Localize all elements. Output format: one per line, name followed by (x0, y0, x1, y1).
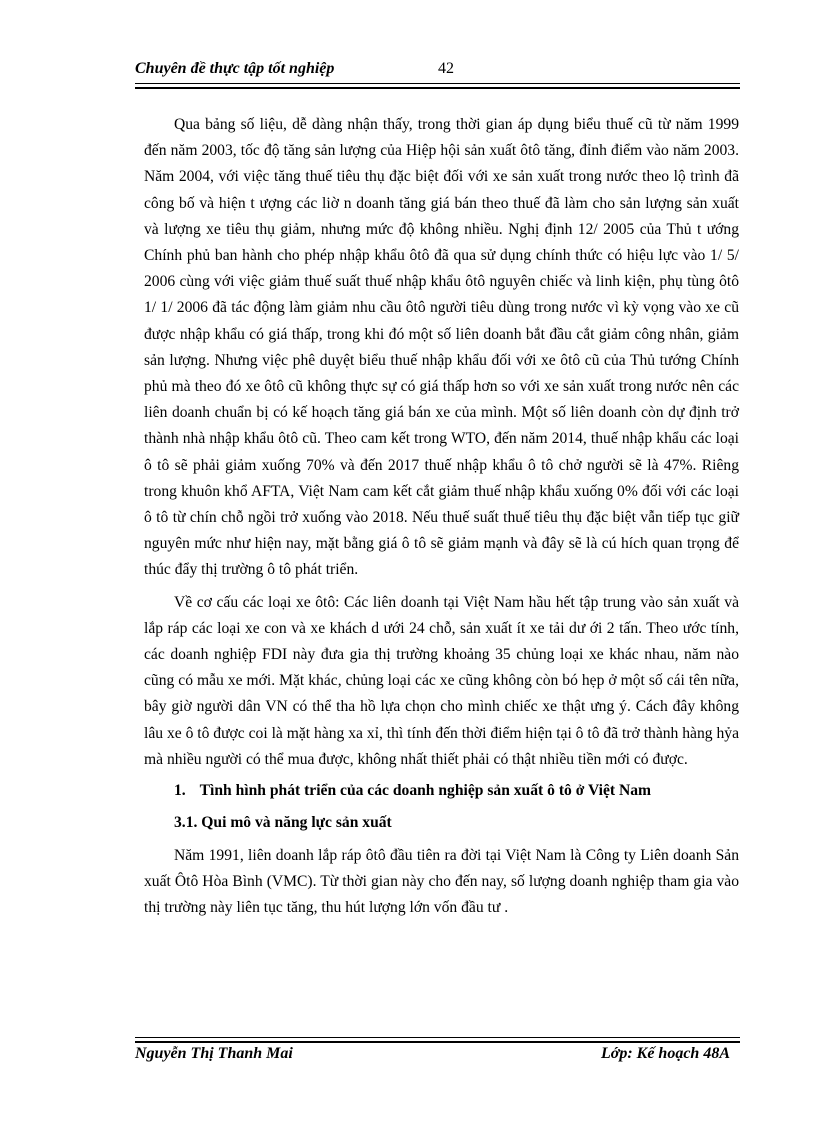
page-header (135, 60, 740, 82)
section-heading-text: Tình hình phát triển của các doanh nghiệp sản xuất ô tô ở Việt Nam (199, 782, 652, 800)
header-rule (135, 83, 740, 89)
footer-author: Nguyễn Thị Thanh Mai (135, 1045, 293, 1062)
footer-rule (135, 1037, 740, 1043)
page-number: 42 (438, 60, 454, 77)
paragraph: Về cơ cấu các loại xe ôtô: Các liên doanh tại Việt Nam hầu hết tập trung vào sản xuất và lắp ráp các loại xe con và xe khách d ưới 24 chỗ, sản xuất ít xe tải dư ới 2 tấn. Theo ước tính, các doanh nghiệp FDI này đưa gia thị trường khoảng 35 chủng loại xe khác nhau, năm nào cũng có mẫu xe mới. Mặt khác, chủng loại các xe cũng không còn bó hẹp ở một số cái tên nữa, bây giờ người dân VN có thể tha hồ lựa chọn cho mình chiếc xe thật ưng ý. Cách đây không lâu xe ô tô được coi là mặt hàng xa xỉ, thì tính đến thời điểm hiện tại ô tô đã trở thành hàng hỷa mà nhiều người có thể mua được, không nhất thiết phải có thật nhiều tiền mới có được. (144, 593, 739, 768)
footer-class: Lớp: Kế hoạch 48A (600, 1045, 730, 1062)
section-heading (174, 779, 739, 803)
document-body (144, 112, 739, 928)
header-title: Chuyên đề thực tập tốt nghiệp (135, 60, 335, 77)
page-footer (135, 1045, 740, 1067)
paragraph: Năm 1991, liên doanh lắp ráp ôtô đầu tiên ra đời tại Việt Nam là Công ty Liên doanh Sản xuất Ôtô Hòa Bình (VMC). Từ thời gian này cho đến nay, số lượng doanh nghiệp tham gia vào thị trường này liên tục tăng, thu hút lượng lớn vốn đầu tư . (144, 847, 739, 917)
paragraph: Qua bảng số liệu, dễ dàng nhận thấy, trong thời gian áp dụng biểu thuế cũ từ năm 1999 đến năm 2003, tốc độ tăng sản lượng của Hiệp hội sản xuất ôtô tăng, đỉnh điểm vào năm 2003. Năm 2004, với việc tăng thuế tiêu thụ đặc biệt đối với xe sản xuất trong nước theo lộ trình đã công bố và hiện t ượng các liờ n doanh tăng giá bán theo thuế đã làm cho sản lượng sản xuất và lượng xe tiêu thụ giảm, nhưng mức độ không nhiều. Nghị định 12/ 2005 của Thủ t ướng Chính phủ ban hành cho phép nhập khẩu ôtô đã qua sử dụng chính thức có hiệu lực vào 1/ 5/ 2006 cùng với việc giảm thuế suất thuế nhập khẩu ôtô nguyên chiếc và linh kiện, phụ tùng ôtô 1/ 1/ 2006 đã tác động làm giảm nhu cầu ôtô người tiêu dùng trong nước vì kỳ vọng vào xe cũ được nhập khẩu có giá thấp, trong khi đó một số liên doanh bắt đầu cắt giảm công nhân, giảm sản lượng. Nhưng việc phê duyệt biểu thuế nhập khẩu đối với xe ôtô cũ của Thủ tướng Chính phủ mà theo đó xe ôtô cũ không thực sự có giá thấp hơn so với xe sản xuất trong nước nên các liên doanh chuẩn bị có kế hoạch tăng giá bán xe của mình. Một số liên doanh còn dự định trở thành nhà nhập khẩu ôtô cũ. Theo cam kết trong WTO, đến năm 2014, thuế nhập khẩu các loại ô tô sẽ phải giảm xuống 70% và đến 2017 thuế nhập khẩu ô tô chở người sẽ là 47%. Riêng trong khuôn khổ AFTA, Việt Nam cam kết cắt giảm thuế nhập khẩu xuống 0% đối với các loại ô tô từ chín chỗ ngồi trở xuống vào 2018. Nếu thuế suất thuế tiêu thụ đặc biệt vẫn tiếp tục giữ nguyên mức như hiện nay, mặt bằng giá ô tô sẽ giảm mạnh và đây sẽ là cú hích quan trọng để thúc đẩy thị trường ô tô phát triển. (144, 116, 739, 579)
section-heading-number: 1. (174, 782, 186, 800)
subsection-heading: 3.1. Qui mô và năng lực sản xuất (174, 814, 392, 832)
